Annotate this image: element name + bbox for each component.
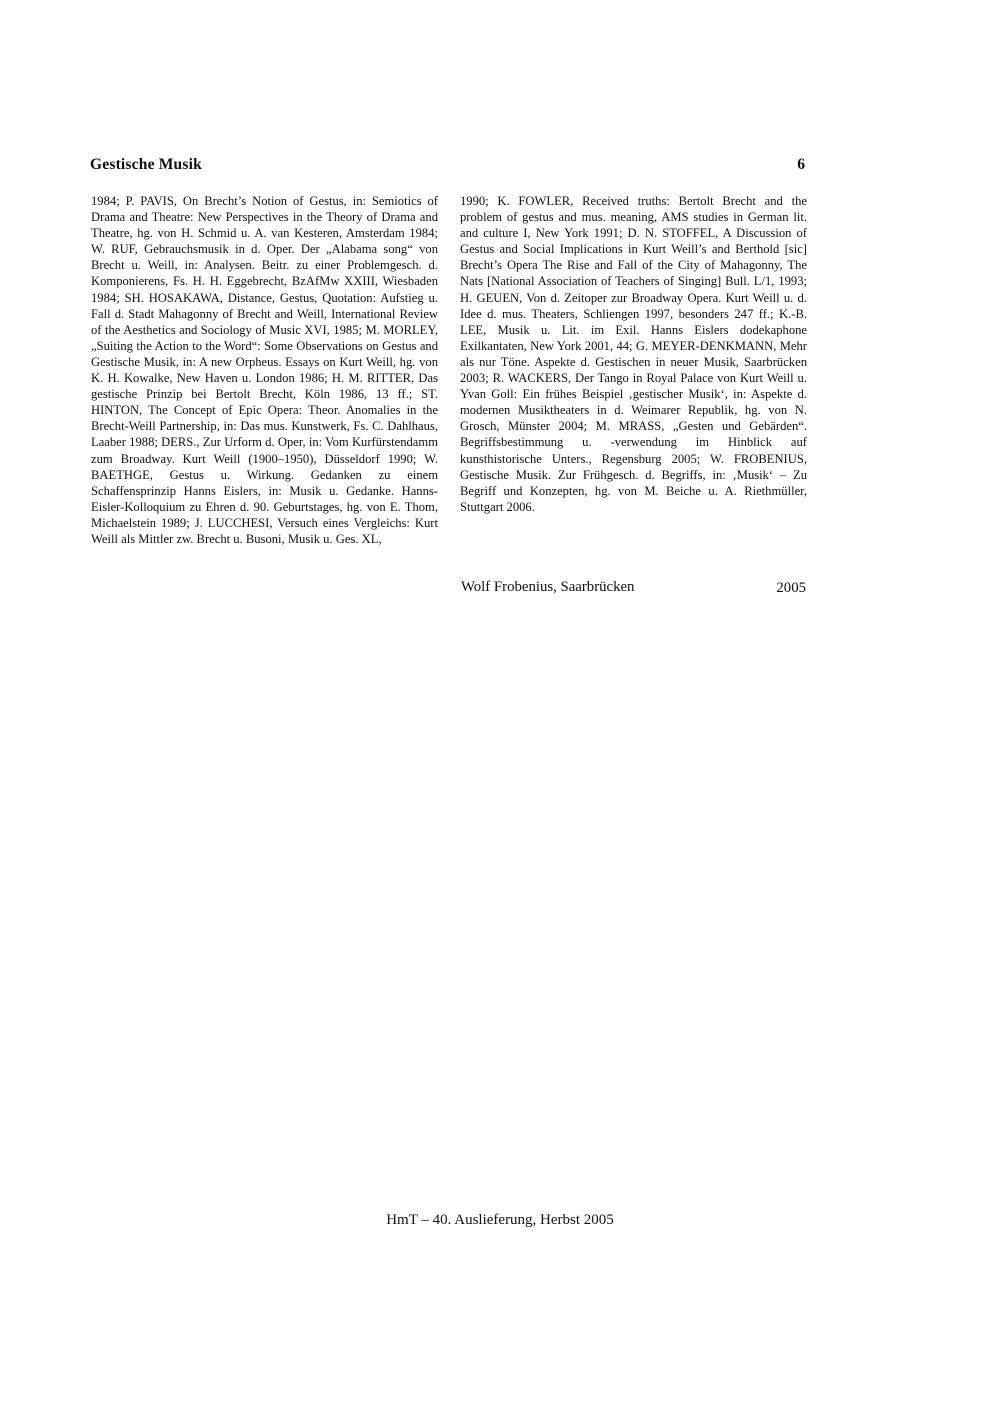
page-title: Gestische Musik (90, 156, 202, 173)
author-signature (461, 577, 806, 599)
page-footer: HmT – 40. Auslieferung, Herbst 2005 (386, 1212, 614, 1228)
bibliography-left-column: 1984; P. PAVIS, On Brecht’s Notion of Gestus, in: Semiotics of Drama and Theatre: New Perspectives in the Theory of Drama and Theatre, hg. von H. Schmid u. A. van Kesteren, Amsterdam 1984; W. RUF, Gebrauchsmusik in d. Oper. Der „Alabama song“ von Brecht u. Weill, in: Analysen. Beitr. zu einer Problemgesch. d. Komponierens, Fs. H. H. Eggebrecht, BzAfMw XXIII, Wiesbaden 1984; SH. HOSAKAWA, Distance, Gestus, Quotation: Aufstieg u. Fall d. Stadt Mahagonny of Brecht and Weill, International Review of the Aesthetics and Sociology of Music XVI, 1985; M. MORLEY, „Suiting the Action to the Word“: Some Observations on Gestus and Gestische Musik, in: A new Orpheus. Essays on Kurt Weill, hg. von K. H. Kowalke, New Haven u. London 1986; H. M. RITTER, Das gestische Prinzip bei Bertolt Brecht, Köln 1986, 13 ff.; ST. HINTON, The Concept of Epic Opera: Theor. Anomalies in the Brecht-Weill Partnership, in: Das mus. Kunstwerk, Fs. C. Dahlhaus, Laaber 1988; DERS., Zur Urform d. Oper, in: Vom Kurfürstendamm zum Broadway. Kurt Weill (1900–1950), Düsseldorf 1990; W. BAETHGE, Gestus u. Wirkung. Gedanken zu einem Schaffensprinzip Hanns Eislers, in: Musik u. Gedanke. Hanns-Eisler-Kolloquium zu Ehren d. 90. Geburtstages, hg. von E. Thom, Michaelstein 1989; J. LUCCHESI, Versuch eines Vergleichs: Kurt Weill als Mittler zw. Brecht u. Busoni, Musik u. Ges. XL, (91, 194, 438, 546)
signature-year: 2005 (776, 580, 806, 596)
author-name: Wolf Frobenius, Saarbrücken (461, 579, 635, 595)
bibliography-right-column: 1990; K. FOWLER, Received truths: Bertolt Brecht and the problem of gestus and mus. meaning, AMS studies in German lit. and culture I, New York 1991; D. N. STOFFEL, A Discussion of Gestus and Social Implications in Kurt Weill’s and Berthold [sic] Brecht’s Opera The Rise and Fall of the City of Mahagonny, The Nats [National Association of Teachers of Singing] Bull. L/1, 1993; H. GEUEN, Von d. Zeitoper zur Broadway Opera. Kurt Weill u. d. Idee d. mus. Theaters, Schliengen 1997, besonders 247 ff.; K.-B. LEE, Musik u. Lit. im Exil. Hanns Eislers dodekaphone Exilkantaten, New York 2001, 44; G. MEYER-DENKMANN, Mehr als nur Töne. Aspekte d. Gestischen in neuer Musik, Saarbrücken 2003; R. WACKERS, Der Tango in Royal Palace von Kurt Weill u. Yvan Goll: Ein frühes Beispiel ‚gestischer Musik‘, in: Aspekte d. modernen Musiktheaters in d. Weimarer Republik, hg. von N. Grosch, Münster 2004; M. MRASS, „Gesten und Gebärden“. Begriffsbestimmung u. -verwendung im Hinblick auf kunsthistorische Unters., Regensburg 2005; W. FROBENIUS, Gestische Musik. Zur Frühgesch. d. Begriffs, in: ‚Musik‘ – Zu Begriff und Konzepten, hg. von M. Beiche u. A. Riethmüller, Stuttgart 2006. (460, 194, 807, 514)
page-number: 6 (797, 156, 805, 173)
